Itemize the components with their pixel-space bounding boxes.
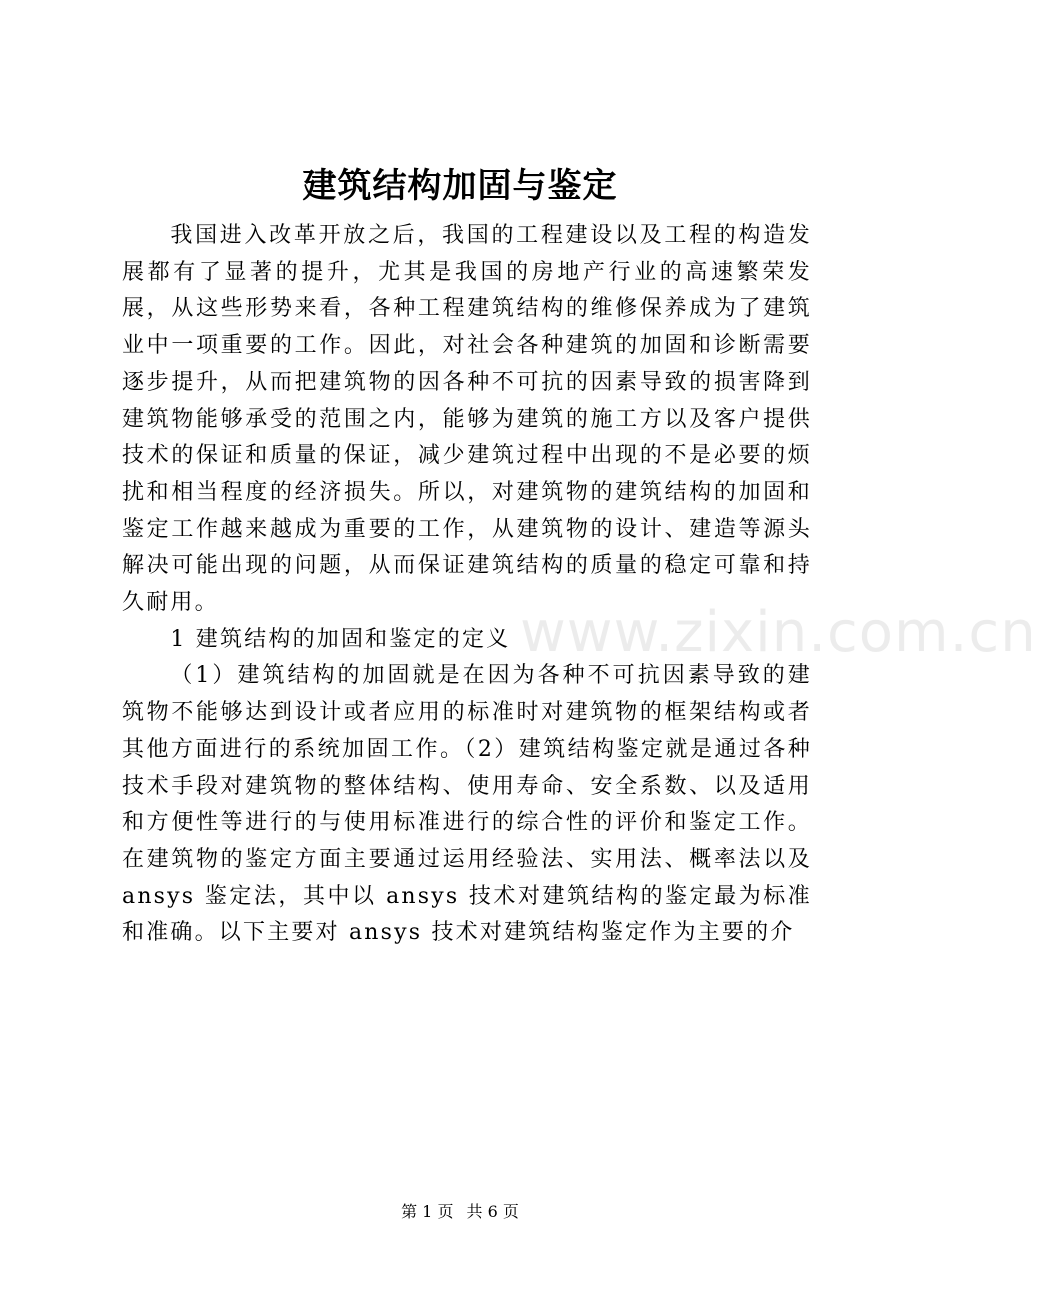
page-number: 第 1 页: [401, 1202, 454, 1221]
document-title: 建筑结构加固与鉴定: [302, 166, 618, 206]
page-footer: [0, 1200, 920, 1224]
page-total: 共 6 页: [466, 1202, 519, 1221]
watermark: www.zixin.com.cn: [520, 600, 1037, 665]
definition-paragraph: （1）建筑结构的加固就是在因为各种不可抗因素导致的建筑物不能够达到设计或者应用的标准时对建筑物的框架结构或者其他方面进行的系统加固工作。（2）建筑结构鉴定就是通过各种技术手段对建筑物的整体结构、使用寿命、安全系数、以及适用和方便性等进行的与使用标准进行的综合性的评价和鉴定工作。在建筑物的鉴定方面主要通过运用经验法、实用法、概率法以及 ansys 鉴定法，其中以 ansys 技术对建筑结构的鉴定最为标准和准确。以下主要对 ansys 技术对建筑结构鉴定作为主要的介: [122, 663, 812, 946]
section-heading: 1 建筑结构的加固和鉴定的定义: [170, 626, 511, 652]
document-body: [122, 218, 812, 952]
intro-paragraph: 我国进入改革开放之后，我国的工程建设以及工程的构造发展都有了显著的提升，尤其是我国的房地产行业的高速繁荣发展，从这些形势来看，各种工程建筑结构的维修保养成为了建筑业中一项重要的工作。因此，对社会各种建筑的加固和诊断需要逐步提升，从而把建筑物的因各种不可抗的因素导致的损害降到建筑物能够承受的范围之内，能够为建筑的施工方以及客户提供技术的保证和质量的保证，减少建筑过程中出现的不是必要的烦扰和相当程度的经济损失。所以，对建筑物的建筑结构的加固和鉴定工作越来越成为重要的工作，从建筑物的设计、建造等源头解决可能出现的问题，从而保证建筑结构的质量的稳定可靠和持久耐用。: [122, 223, 812, 616]
